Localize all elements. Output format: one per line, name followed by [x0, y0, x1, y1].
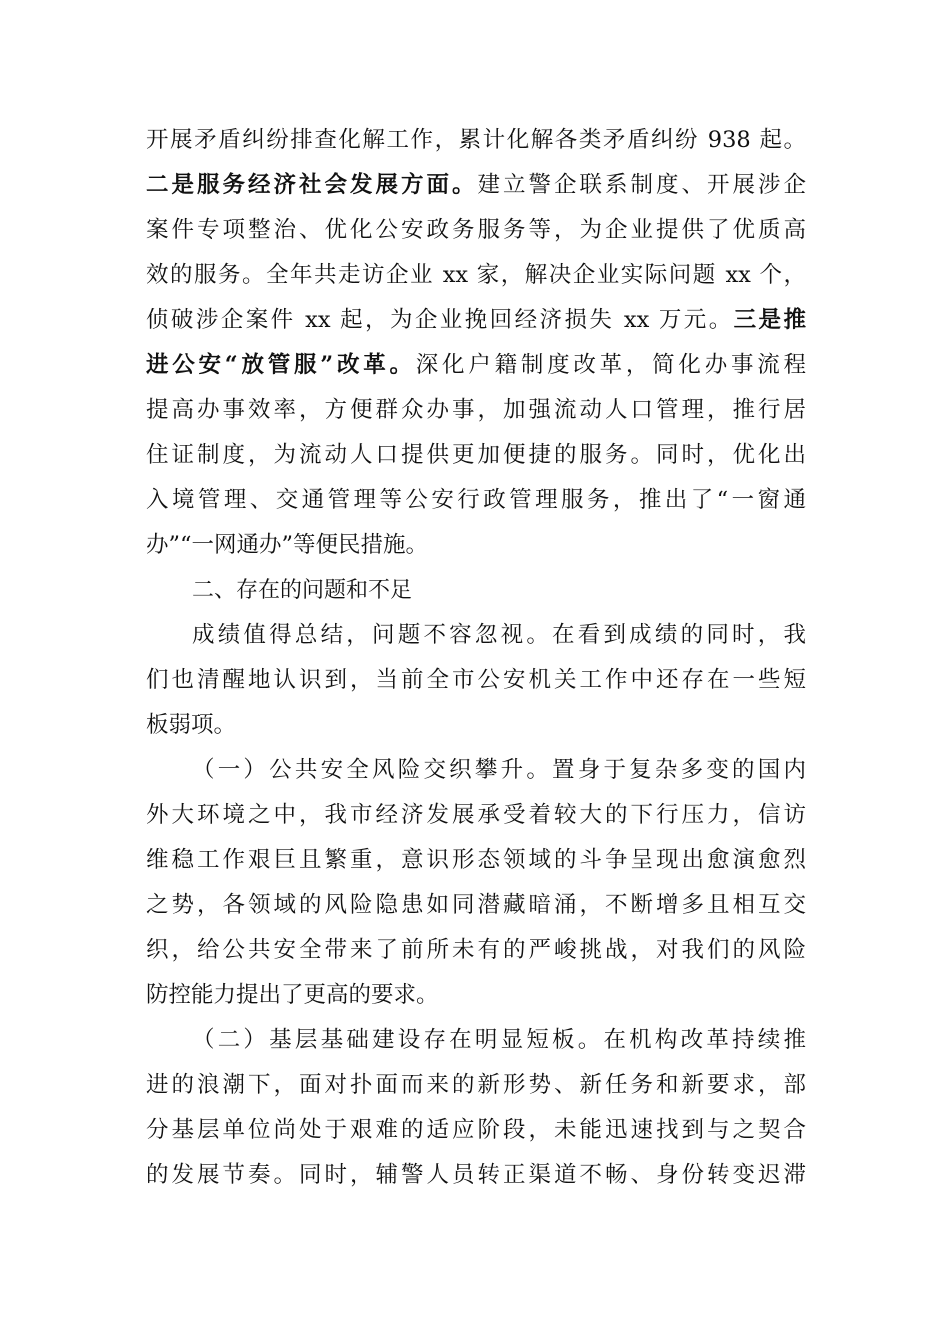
text-span: 的发展节奏。同时，辅警人员转正渠道不畅、身份转变迟滞	[146, 1162, 806, 1188]
bold-lead-in: 进公安“放管服”改革。	[146, 352, 416, 378]
text-line	[146, 658, 806, 703]
text-line	[146, 838, 806, 883]
text-span: 侦破涉企案件 xx 起，为企业挽回经济损失 xx 万元。	[146, 307, 734, 333]
text-span: 深化户籍制度改革，简化办事流程	[415, 352, 806, 378]
bold-lead-in: 三是推	[733, 307, 806, 333]
text-line	[146, 478, 806, 523]
text-span: 们也清醒地认识到，当前全市公安机关工作中还存在一些短	[146, 667, 806, 693]
text-line	[146, 208, 806, 253]
text-span: 进的浪潮下，面对扑面而来的新形势、新任务和新要求，部	[146, 1072, 806, 1098]
text-line	[192, 1018, 806, 1063]
text-span: 防控能力提出了更高的要求。	[146, 982, 439, 1008]
text-span: 案件专项整治、优化公安政务服务等，为企业提供了优质高	[146, 217, 806, 243]
text-line	[146, 118, 806, 163]
text-line	[146, 883, 806, 928]
text-line	[146, 343, 806, 388]
text-span: 住证制度，为流动人口提供更加便捷的服务。同时，优化出	[146, 442, 806, 468]
text-span: 提高办事效率，方便群众办事，加强流动人口管理，推行居	[146, 397, 806, 423]
section-heading-text: 二、存在的问题和不足	[192, 578, 413, 603]
text-line	[146, 433, 806, 478]
text-span: 板弱项。	[146, 712, 237, 738]
text-span: （一）公共安全风险交织攀升。置身于复杂多变的国内	[192, 757, 806, 783]
text-line	[146, 703, 806, 748]
text-line	[146, 793, 806, 838]
text-span: 维稳工作艰巨且繁重，意识形态领域的斗争呈现出愈演愈烈	[146, 847, 806, 873]
section-heading	[192, 568, 806, 613]
text-line	[192, 748, 806, 793]
text-span: （二）基层基础建设存在明显短板。在机构改革持续推	[192, 1027, 806, 1053]
text-span: 办”“一网通办”等便民措施。	[146, 532, 429, 558]
text-span: 入境管理、交通管理等公安行政管理服务，推出了“一窗通	[146, 487, 806, 513]
text-line	[146, 163, 806, 208]
text-span: 外大环境之中，我市经济发展承受着较大的下行压力，信访	[146, 802, 806, 828]
text-line	[146, 253, 806, 298]
text-line	[192, 613, 806, 658]
text-line	[146, 1153, 806, 1198]
text-line	[146, 1108, 806, 1153]
text-span: 分基层单位尚处于艰难的适应阶段，未能迅速找到与之契合	[146, 1117, 806, 1143]
text-span: 效的服务。全年共走访企业 xx 家，解决企业实际问题 xx 个，	[146, 262, 806, 288]
text-line	[146, 523, 806, 568]
text-line	[146, 928, 806, 973]
text-span: 织，给公共安全带来了前所未有的严峻挑战，对我们的风险	[146, 937, 806, 963]
text-span: 之势，各领域的风险隐患如同潜藏暗涌，不断增多且相互交	[146, 892, 806, 918]
text-span: 开展矛盾纠纷排查化解工作，累计化解各类矛盾纠纷 938 起。	[146, 127, 806, 153]
text-line	[146, 973, 806, 1018]
text-span: 成绩值得总结，问题不容忽视。在看到成绩的同时，我	[192, 622, 806, 648]
bold-lead-in: 二是服务经济社会发展方面。	[146, 172, 478, 198]
text-span: 建立警企联系制度、开展涉企	[477, 172, 806, 198]
text-line	[146, 1063, 806, 1108]
text-line	[146, 298, 806, 343]
text-line	[146, 388, 806, 433]
